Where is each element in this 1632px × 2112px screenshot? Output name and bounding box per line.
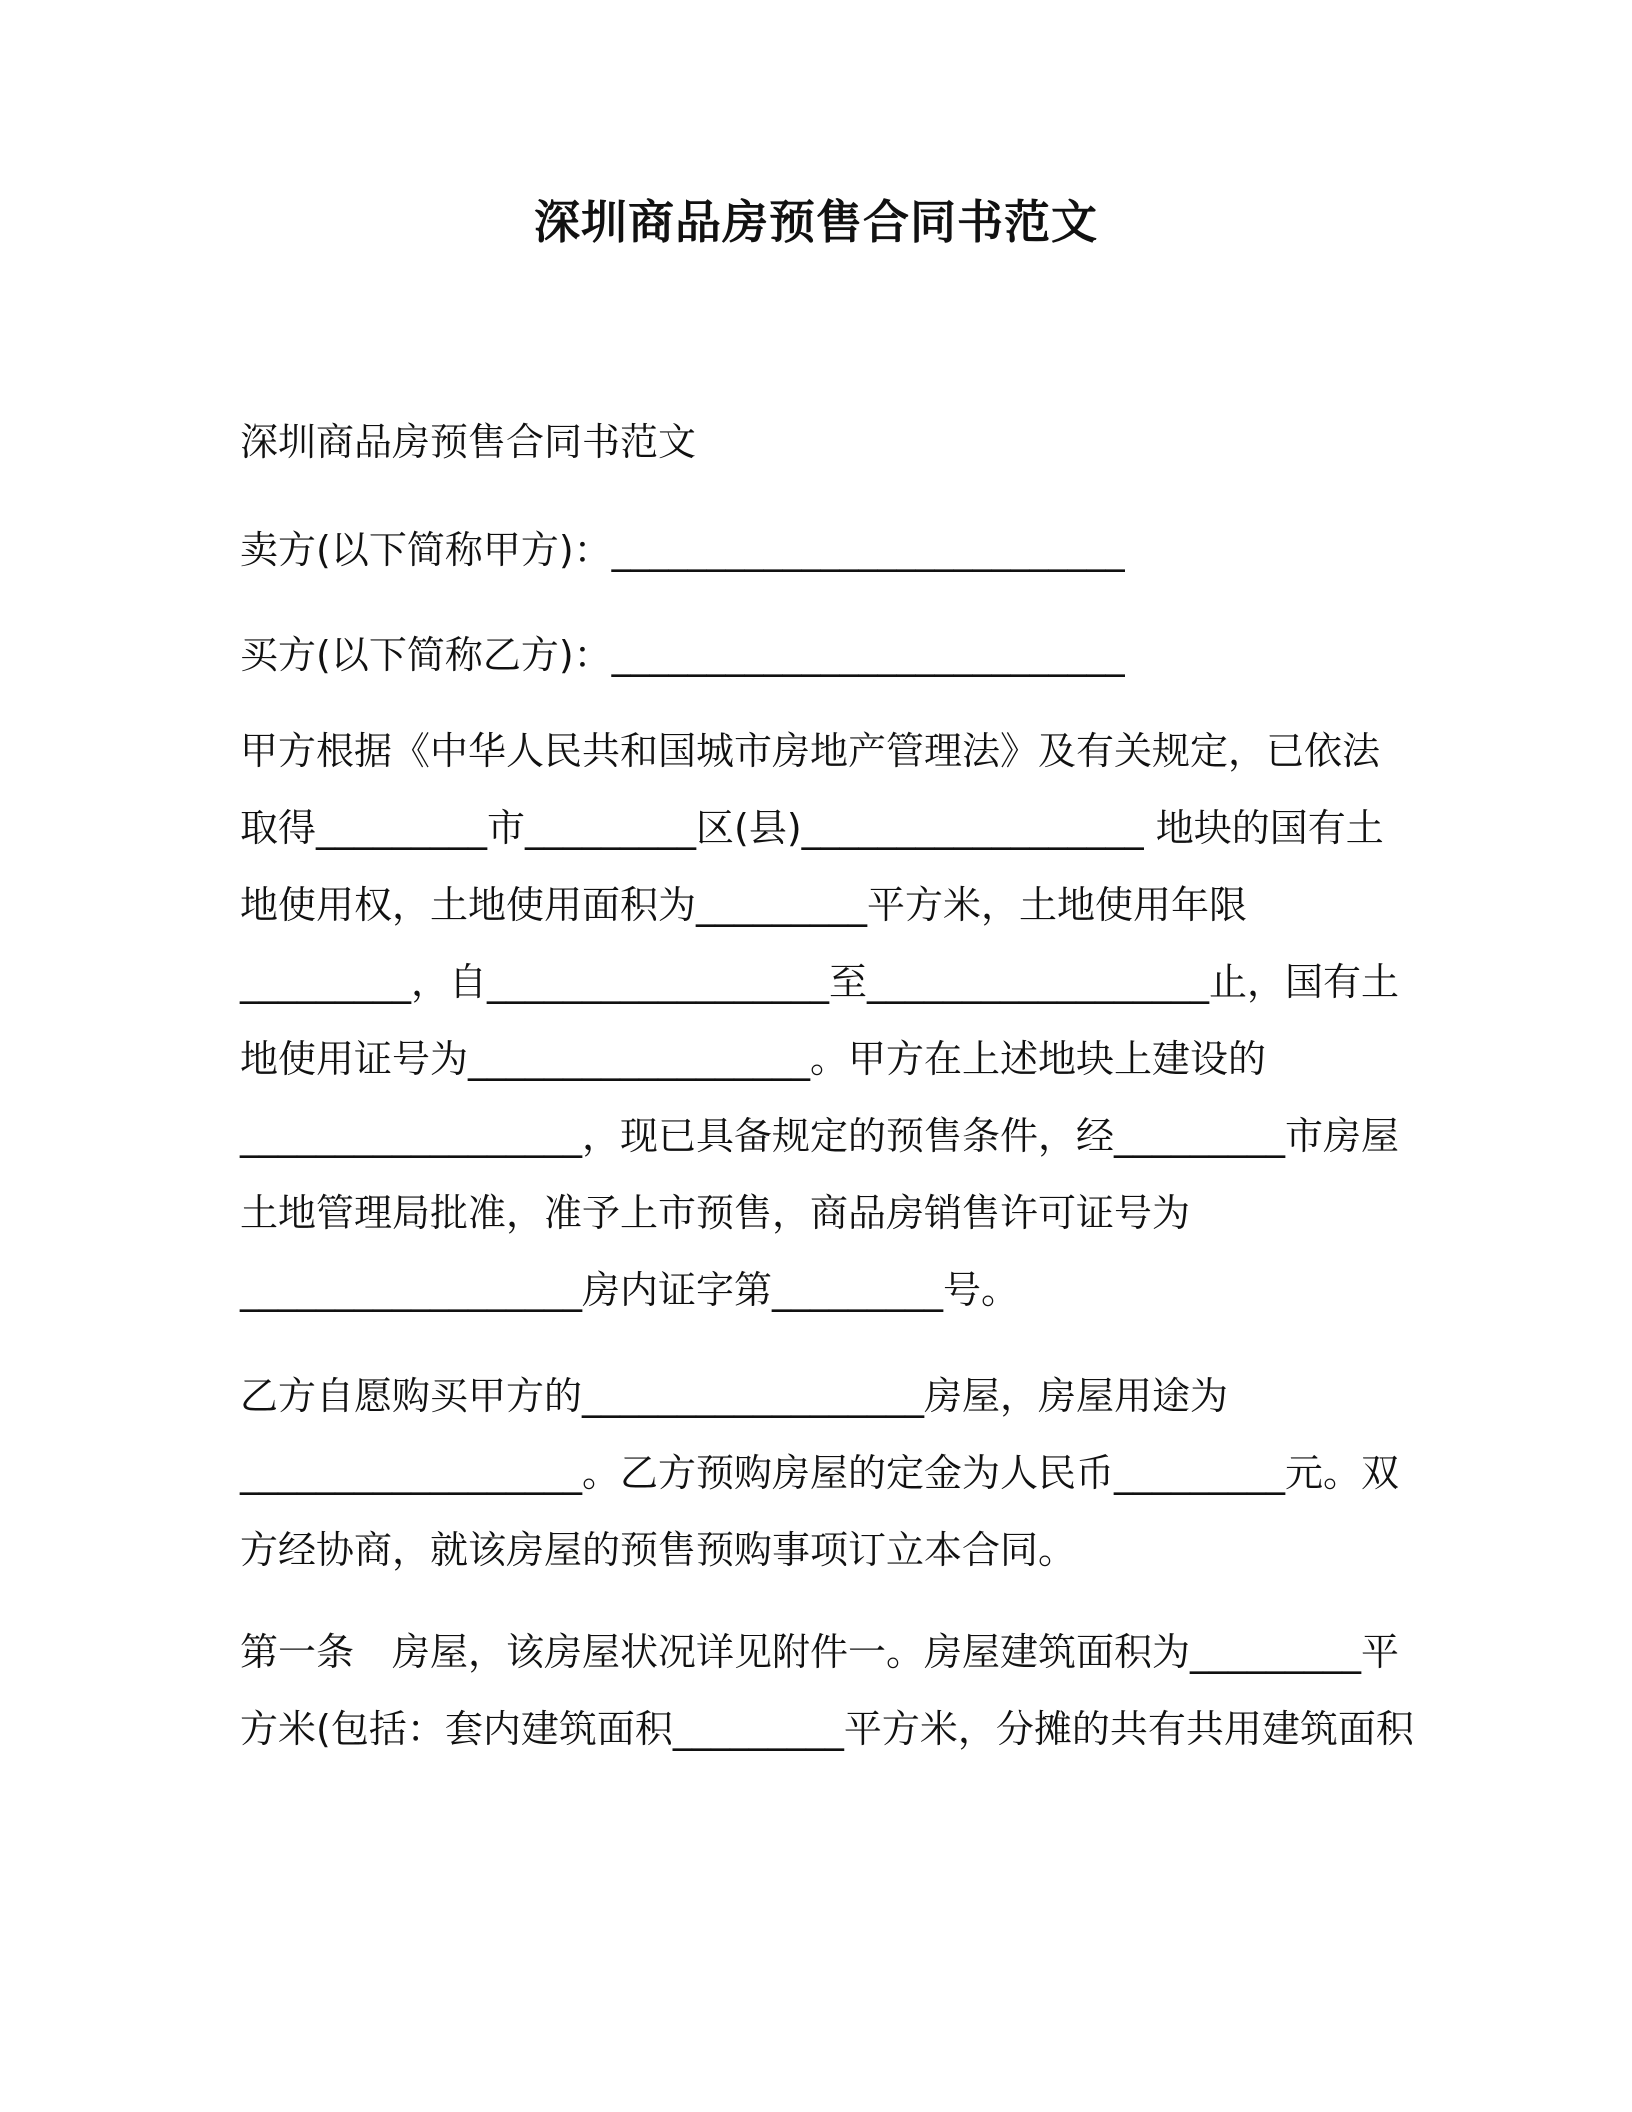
paragraph-land-use xyxy=(240,713,1420,1329)
paragraph-article-one xyxy=(240,1614,1420,1768)
paragraph-line: 取得_________市_________区(县)__________________ 地块的国有土 xyxy=(240,806,1384,850)
paragraph-line: __________________，现已具备规定的预售条件，经_________市房屋 xyxy=(240,1114,1400,1158)
paragraph-line: _________，自__________________至__________________止，国有土 xyxy=(240,960,1400,1004)
seller-line: 卖方(以下简称甲方)：___________________________ xyxy=(240,528,1125,572)
paragraph-line: 甲方根据《中华人民共和国城市房地产管理法》及有关规定，已依法 xyxy=(240,729,1381,773)
paragraph-line: __________________房内证字第_________号。 xyxy=(240,1268,1020,1312)
document-subtitle: 深圳商品房预售合同书范文 xyxy=(240,420,697,464)
paragraph-purchase xyxy=(240,1358,1420,1589)
paragraph-line: 地使用证号为__________________。甲方在上述地块上建设的 xyxy=(240,1037,1267,1081)
paragraph-line: __________________。乙方预购房屋的定金为人民币_________元。双 xyxy=(240,1451,1400,1495)
paragraph-line: 第一条 房屋，该房屋状况详见附件一。房屋建筑面积为_________平 xyxy=(240,1630,1400,1674)
paragraph-line: 方经协商，就该房屋的预售预购事项订立本合同。 xyxy=(240,1528,1077,1572)
paragraph-line: 乙方自愿购买甲方的__________________房屋，房屋用途为 xyxy=(240,1374,1229,1418)
paragraph-line: 土地管理局批准，准予上市预售，商品房销售许可证号为 xyxy=(240,1191,1191,1235)
buyer-line: 买方(以下简称乙方)：___________________________ xyxy=(240,633,1125,677)
paragraph-line: 地使用权，土地使用面积为_________平方米，土地使用年限 xyxy=(240,883,1248,927)
document-title: 深圳商品房预售合同书范文 xyxy=(534,195,1098,249)
paragraph-line: 方米(包括：套内建筑面积_________平方米，分摊的共有共用建筑面积 xyxy=(240,1707,1414,1751)
